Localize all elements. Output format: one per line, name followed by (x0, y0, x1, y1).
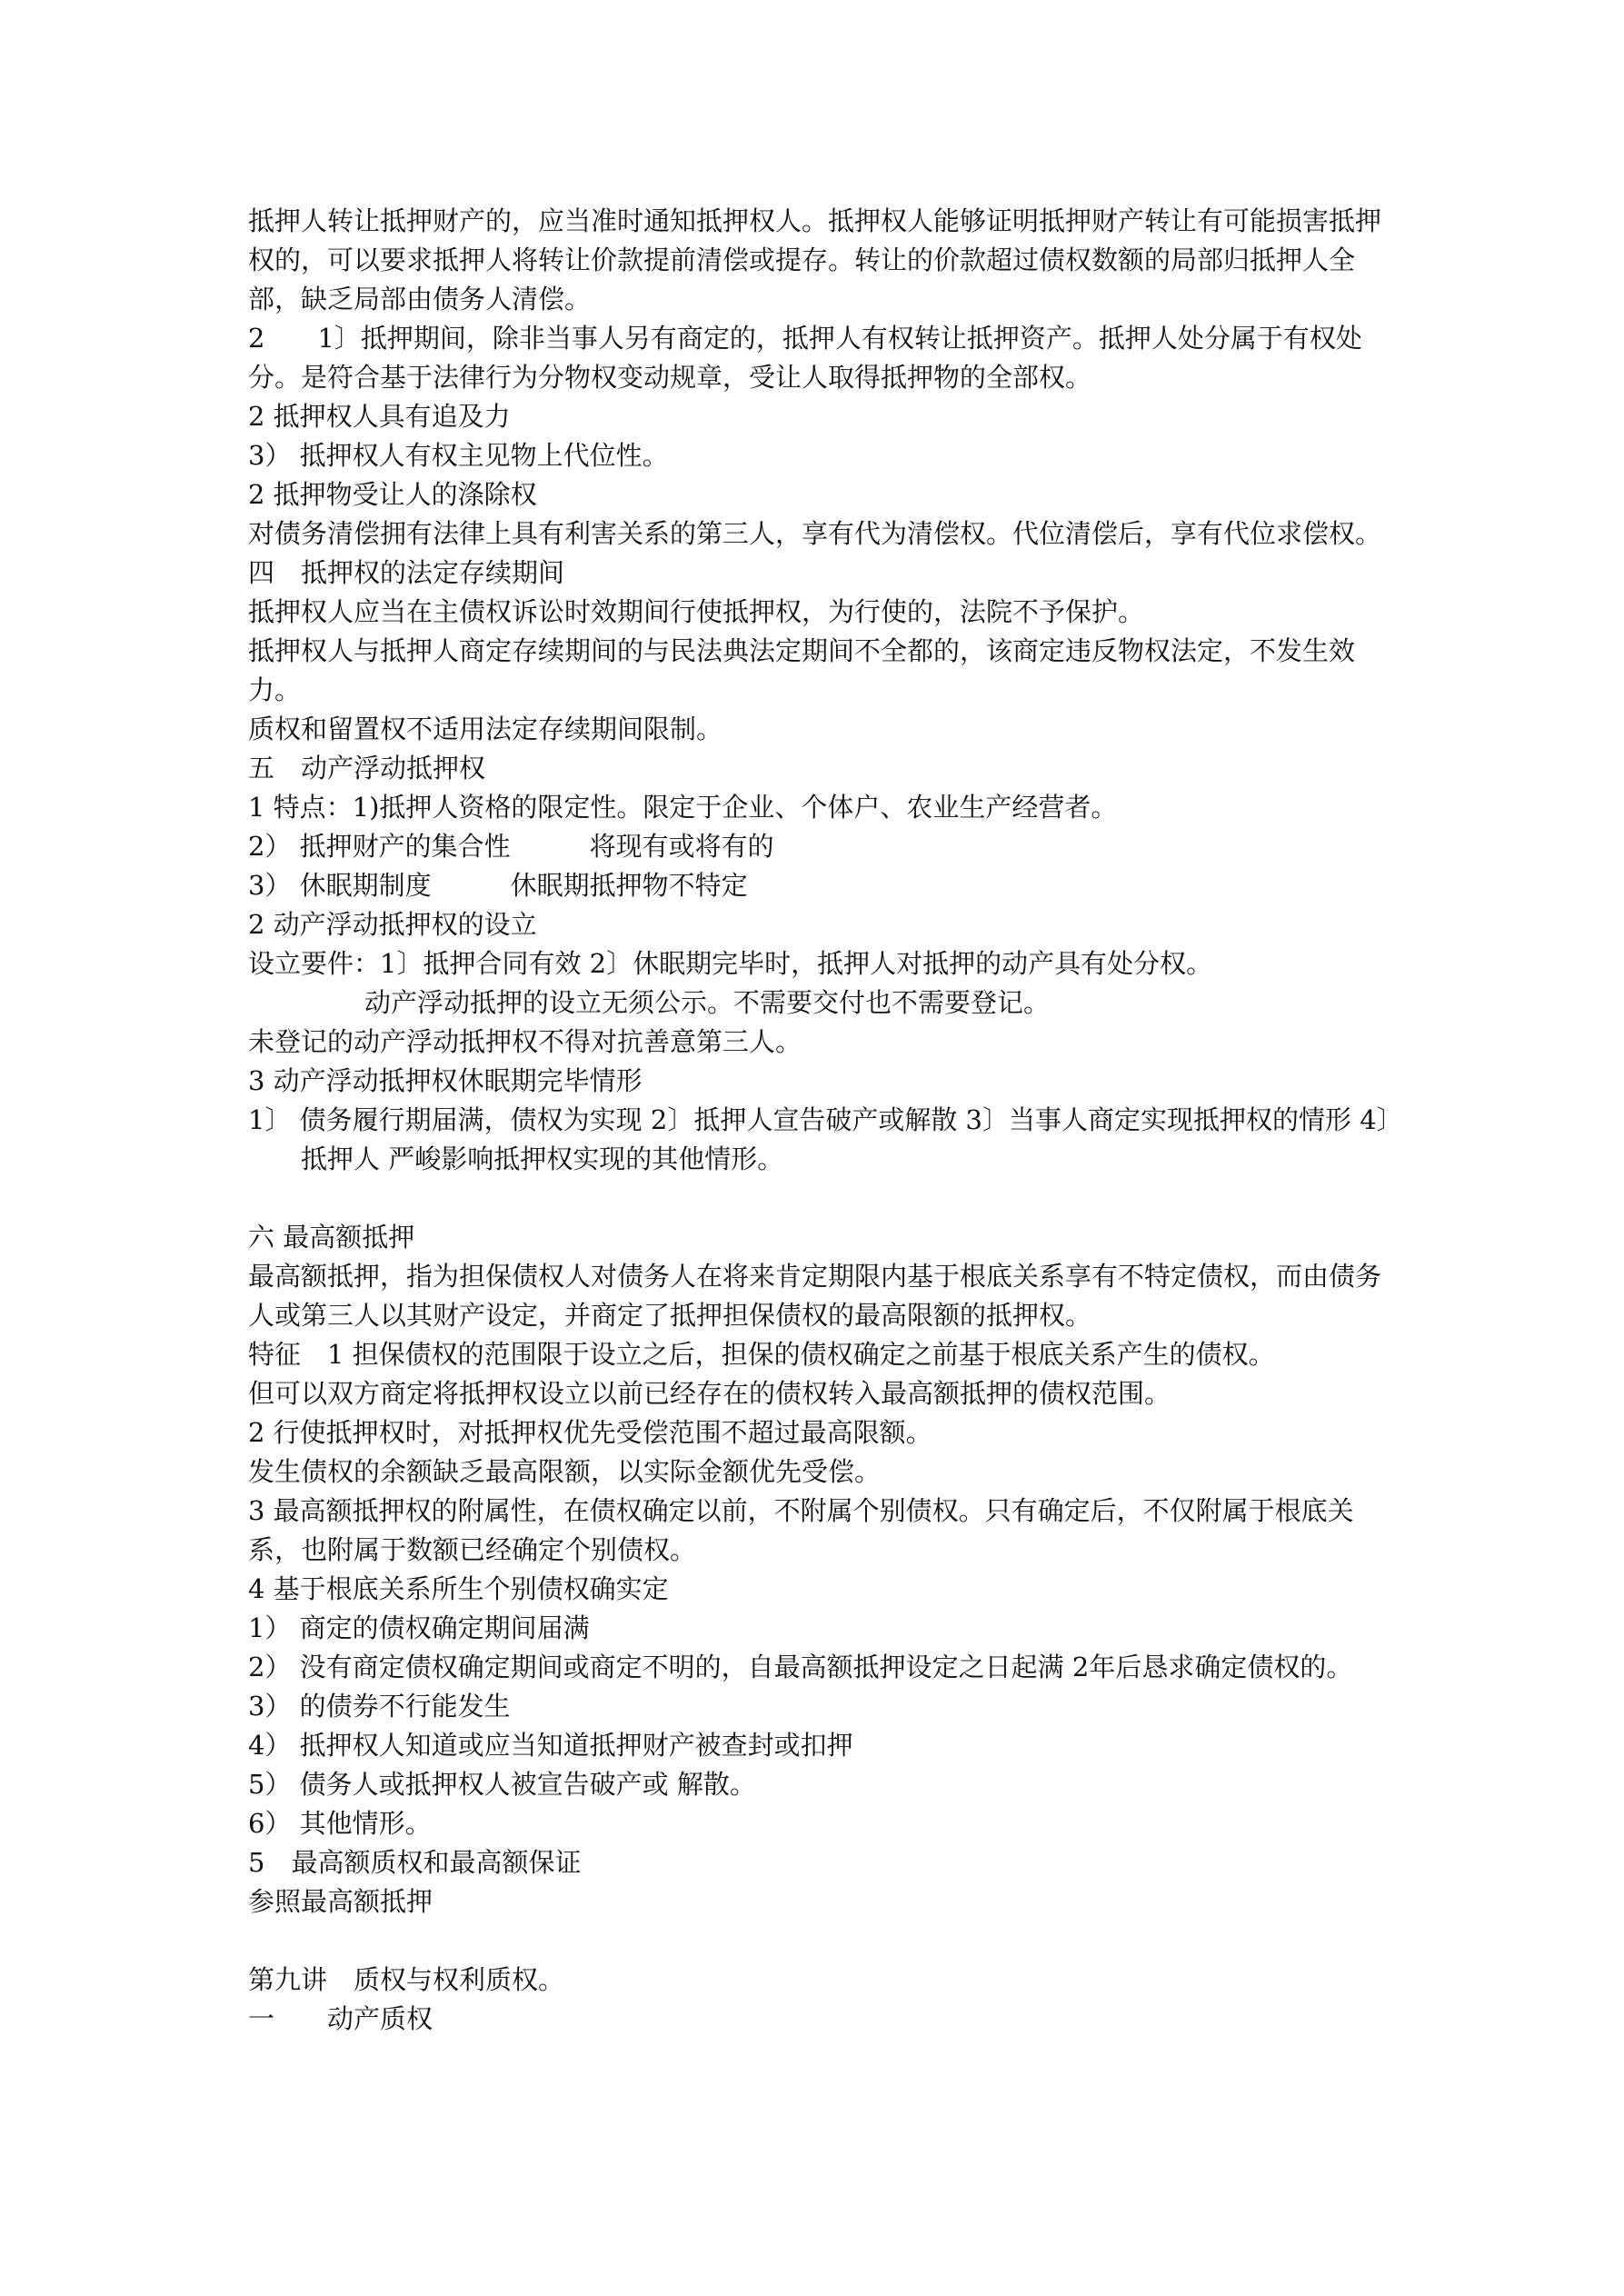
text-line: 5 最高额质权和最高额保证 (248, 1847, 582, 1878)
chapter-heading: 第九讲 质权与权利质权。 (248, 1964, 565, 1995)
paragraph-definition: 最高额抵押，指为担保债权人对债务人在将来肯定期限内基于根底关系享有不特定债权，而由债务人或第三人以其财产设定，并商定了抵押担保债权的最高限额的抵押权。 (248, 1261, 1382, 1331)
text-line: 3 动产浮动抵押权休眠期完毕情形 (248, 1065, 643, 1096)
list-item: 1） 商定的债权确定期间届满 (248, 1612, 590, 1643)
text-line: 3） 休眠期制度 休眠期抵押物不特定 (248, 870, 748, 901)
paragraph-accessory: 3 最高额抵押权的附属性，在债权确定以前，不附属个别债权。只有确定后，不仅附属于根底关系，也附属于数额已经确定个别债权。 (248, 1495, 1354, 1565)
text-line: 2 抵押权人具有追及力 (248, 401, 511, 432)
blank-line (248, 1179, 1393, 1218)
text-line: 2 动产浮动抵押权的设立 (248, 909, 537, 940)
text-line: 参照最高额抵押 (248, 1886, 433, 1917)
text-line: 未登记的动产浮动抵押权不得对抗善意第三人。 (248, 1026, 802, 1057)
text-line: 1 特点：1)抵押人资格的限定性。限定于企业、个体户、农业生产经营者。 (248, 792, 1118, 823)
text-line: 抵押权人应当在主债权诉讼时效期间行使抵押权，为行使的，法院不予保护。 (248, 596, 1145, 627)
section-heading: 六 最高额抵押 (248, 1222, 415, 1253)
list-item-hanging: 2） 没有商定债权确定期间或商定不明的，自最高额抵押设定之日起满 2年后恳求确定债权的。 (248, 1652, 1353, 1682)
list-item-hanging: 1〕 债务履行期届满，债权为实现 2〕抵押人宣告破产或解散 3〕当事人商定实现抵押权的情形 4〕抵押人 严峻影响抵押权实现的其他情形。 (248, 1104, 1390, 1174)
text-line: 2） 抵押财产的集合性 将现有或将有的 (248, 831, 774, 862)
list-item: 3） 的债券不行能发生 (248, 1691, 511, 1722)
document-page (248, 202, 1393, 2039)
text-line: 2 抵押物受让人的涤除权 (248, 479, 537, 510)
text-line: 发生债权的余额缺乏最高限额，以实际金额优先受偿。 (248, 1456, 882, 1487)
list-item: 5） 债务人或抵押权人被宣告破产或 解散。 (248, 1769, 756, 1800)
text-line: 3） 抵押权人有权主见物上代位性。 (248, 440, 669, 471)
paragraph-agreed-period: 抵押权人与抵押人商定存续期间的与民法典法定期间不全都的，该商定违反物权法定，不发生效力。 (248, 635, 1356, 705)
list-item: 4） 抵押权人知道或应当知道抵押财产被查封或扣押 (248, 1730, 853, 1761)
section-heading: 四 抵押权的法定存续期间 (248, 557, 565, 588)
text-line: 设立要件：1〕抵押合同有效 2〕休眠期完毕时，抵押人对抵押的动产具有处分权。 (248, 948, 1213, 979)
list-item: 6） 其他情形。 (248, 1808, 432, 1839)
text-line: 2 行使抵押权时，对抵押权优先受偿范围不超过最高限额。 (248, 1417, 932, 1448)
text-line-indented: 动产浮动抵押的设立无须公示。不需要交付也不需要登记。 (364, 987, 1051, 1018)
text-line: 特征 1 担保债权的范围限于设立之后，担保的债权确定之前基于根底关系产生的债权。 (248, 1339, 1275, 1370)
paragraph-transfer-during-mortgage: 2 1〕抵押期间，除非当事人另有商定的，抵押人有权转让抵押资产。抵押人处分属于有权处分。是符合基于法律行为分物权变动规章，受让人取得抵押物的全部权。 (248, 323, 1362, 393)
paragraph-subrogation: 对债务清偿拥有法律上具有利害关系的第三人，享有代为清偿权。代位清偿后，享有代位求偿权。 (248, 518, 1382, 549)
section-heading: 五 动产浮动抵押权 (248, 753, 486, 784)
text-line: 但可以双方商定将抵押权设立以前已经存在的债权转入最高额抵押的债权范围。 (248, 1378, 1171, 1409)
paragraph-transfer-notice: 抵押人转让抵押财产的，应当准时通知抵押权人。抵押权人能够证明抵押财产转让有可能损害抵押权的，可以要求抵押人将转让价款提前清偿或提存。转让的价款超过债权数额的局部归抵押人全部，缺乏局部由债务人清偿。 (248, 205, 1382, 314)
text-line: 4 基于根底关系所生个别债权确实定 (248, 1573, 669, 1604)
blank-line (248, 1922, 1393, 1961)
text-line: 质权和留置权不适用法定存续期间限制。 (248, 714, 723, 744)
section-heading: 一 动产质权 (248, 2003, 433, 2034)
